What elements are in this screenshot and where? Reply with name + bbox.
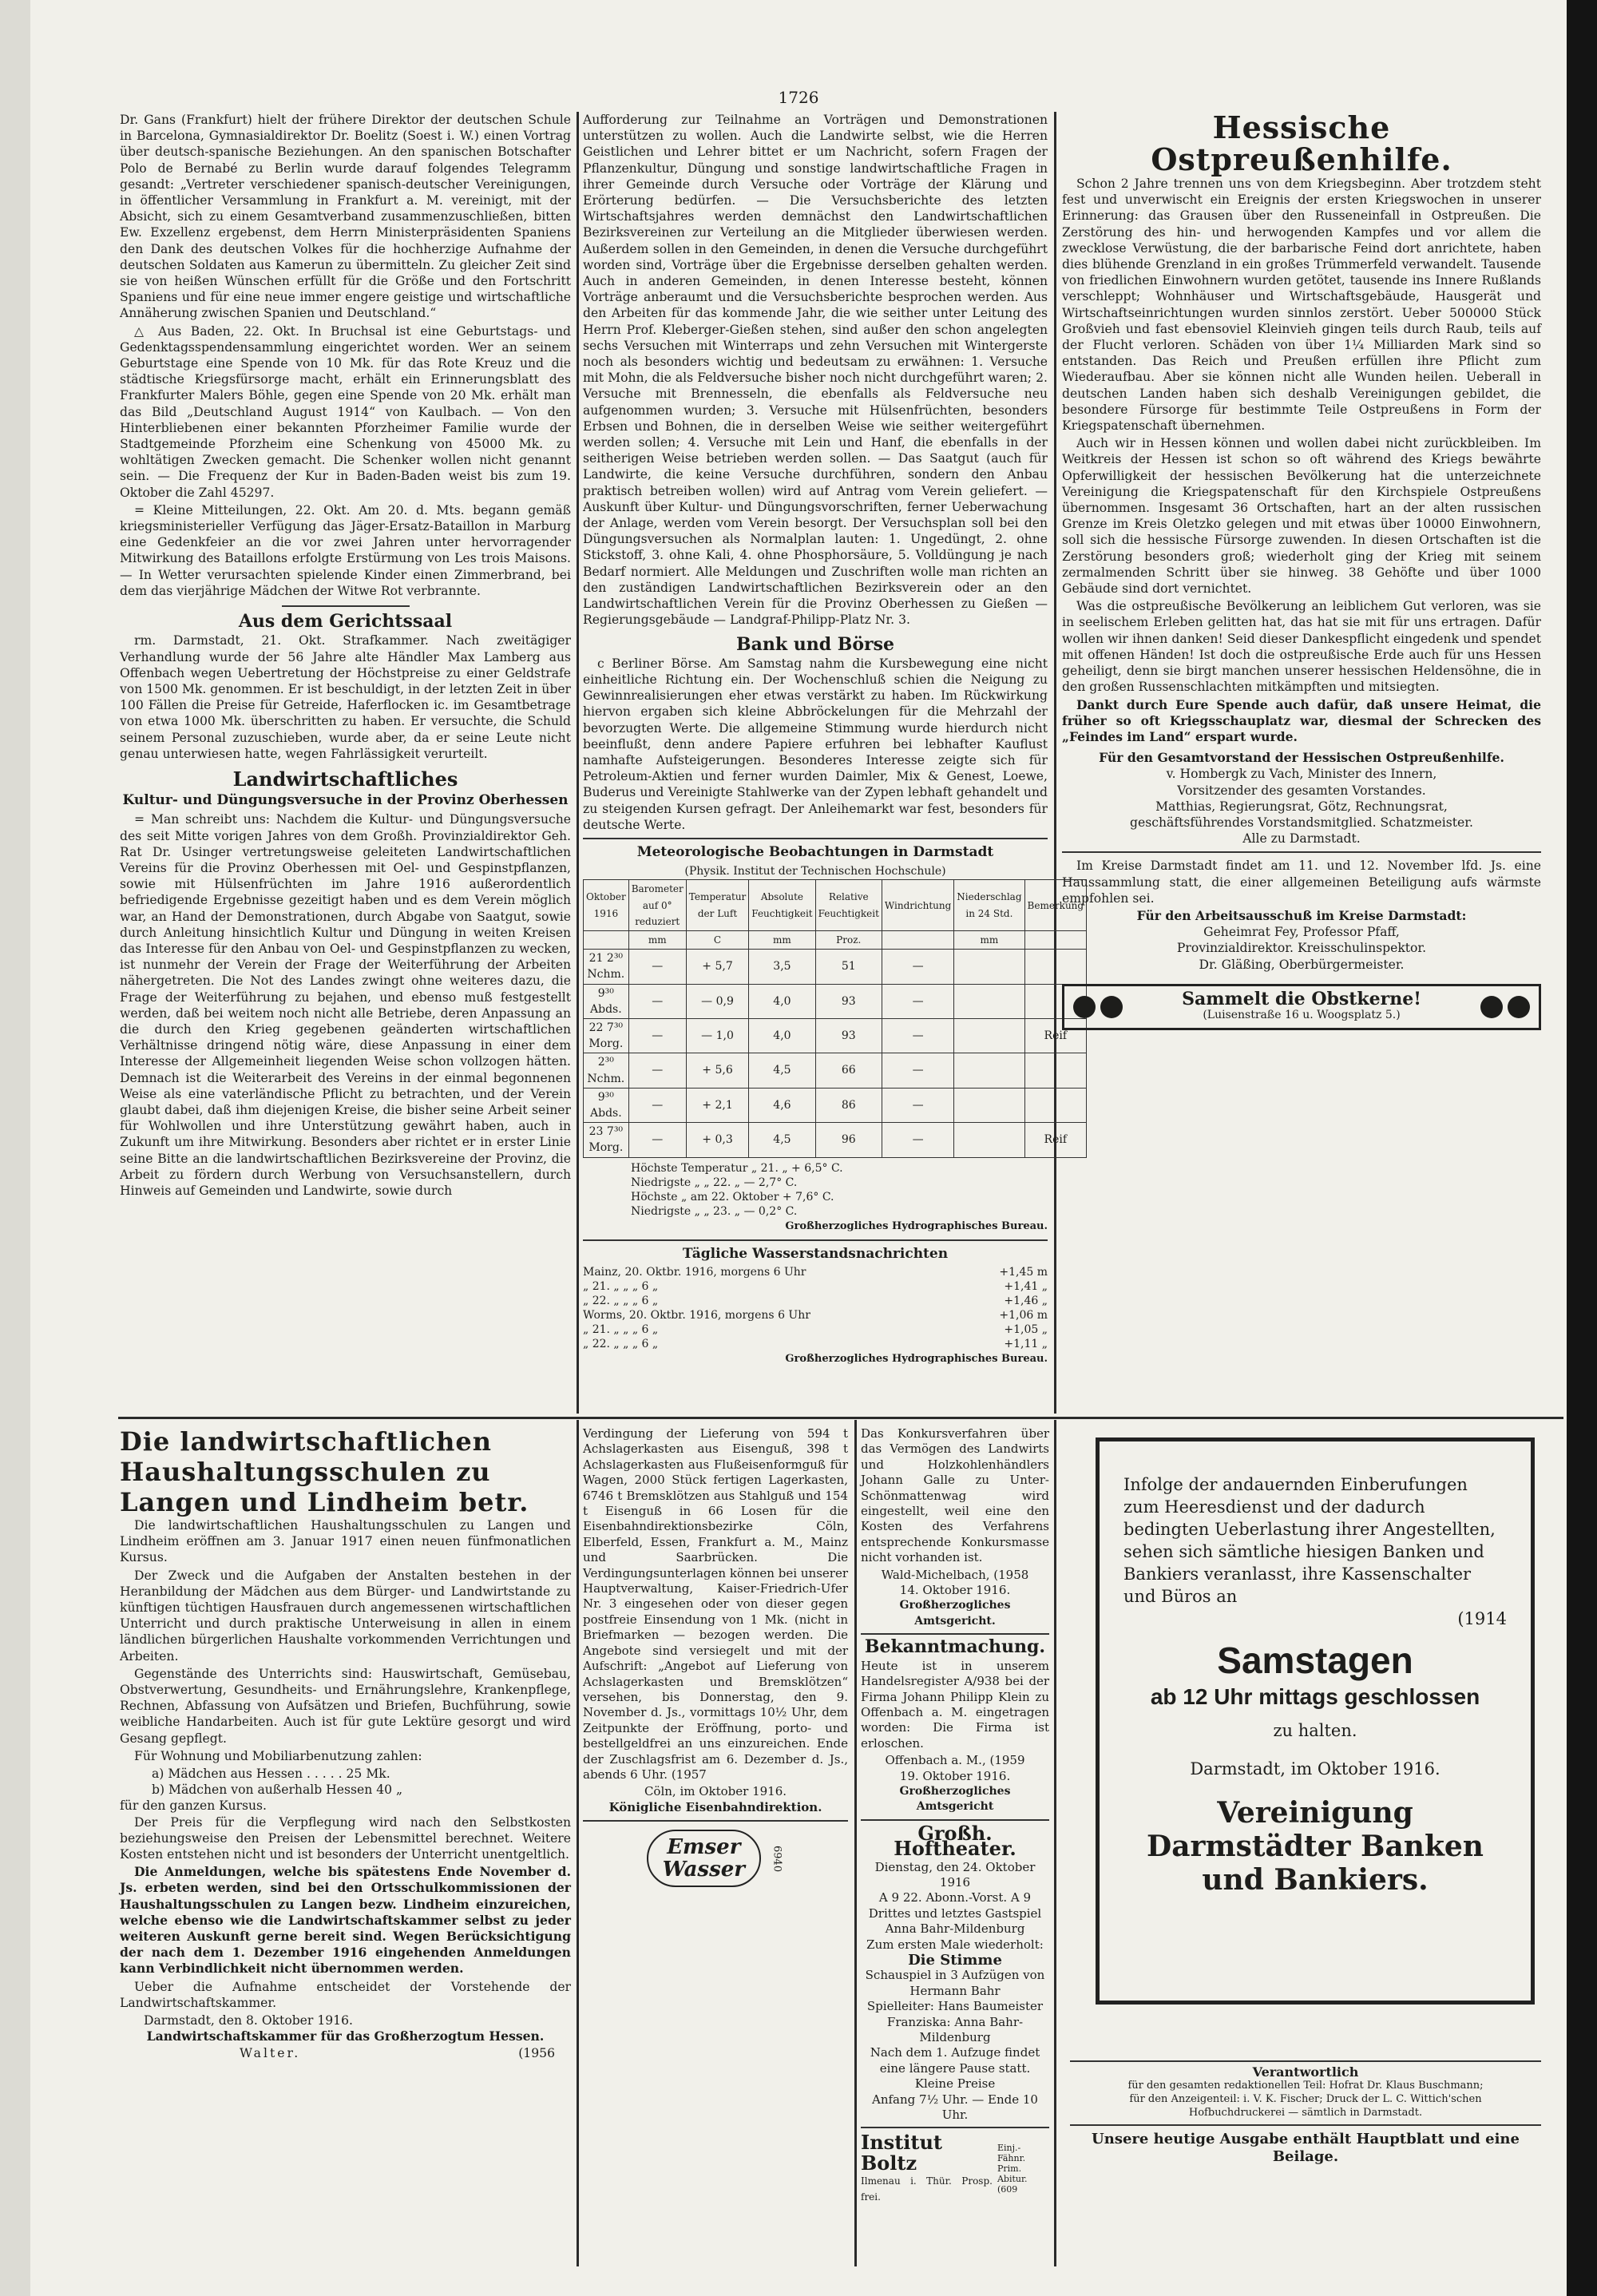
ad-banken-date: Darmstadt, im Oktober 1916. (1190, 1759, 1440, 1779)
logo-text: Emser (667, 1835, 741, 1860)
theater-line: Anfang 7½ Uhr. — Ende 10 Uhr. (872, 2092, 1038, 2123)
article-text: rm. Darmstadt, 21. Okt. Strafkammer. Nach zweitägiger Verhandlung wurde der 56 Jahre alte Händler Max Lamberg aus Offenbach wegen Uebertretung der Höchstpreise zu einer Geldstrafe von 1500 Mk. genommen. Er ist beschuldigt, in der letzten Zeit in über 100 Fällen die Preise für Getreide, Haferflocken ic. im Gesamtbetrage von etwa 1000 Mk. überschritten zu haben. Er versuchte, die Schuld seinem Personal zuzuschieben, wurde aber, da er seine Leute nicht genau unterwiesen hatte, wegen Fahrlässigkeit verurteilt. (120, 633, 571, 761)
table-row (584, 1018, 1087, 1053)
table-cell: — (628, 984, 686, 1018)
decorative-dots-icon (1478, 996, 1532, 1018)
weather-extreme-line: Niedrigste „ „ 23. „ — 0,2° C. (631, 1204, 798, 1218)
table-cell: 9³⁰ Abds. (584, 1088, 629, 1122)
notice-text: Das Konkursverfahren über das Vermögen des Landwirts und Holzkohlenhändlers Johann Galle zu Unter-Schönmattenwag wird eingestellt, weil eine den Kosten des Verfahrens entsprechende Konkursmasse nicht vorhanden ist. (861, 1426, 1049, 1565)
ad-text: Gegenstände des Unterrichts sind: Hauswirtschaft, Gemüsebau, Obstverwertung, Gesundheits- und Ernährungslehre, Krankenpflege, Rechnen, Abfassung von Aufsätzen und Briefen, Buchführung, sowie weibliche Handarbeiten. Auch ist für gute Lektüre gesorgt und wird Gesang gepflegt. (120, 1666, 571, 1746)
ad-text: Verdingung der Lieferung von 594 t Achslagerkasten aus Eisenguß, 398 t Achslagerkasten aus Flußeisenformguß für Wagen, 2000 Stück fertigen Lagerkasten, 6746 t Bremsklötzen aus Stahlguß und 154 t Eisenguß in 66 Losen für die Eisenbahndirektionsbezirke Cöln, Elberfeld, Essen, Frankfurt a. M., Mainz und Saarbrücken. Die Verdingungsunterlagen können bei unserer Hauptverwaltung, Kaiser-Friedrich-Ufer Nr. 3 eingesehen oder von dieser gegen postfreie Einsendung von 1 Mk. (nicht in Briefmarken — bezogen werden. Die Angebote sind versiegelt und mit der Aufschrift: „Angebot auf Lieferung von Achslagerkasten und Bremsklötzen“ versehen, bis Donnerstag, den 9. November d. Js., vormittags 10½ Uhr, dem Zeitpunkte der Eröffnung, porto- und bestellgeldfrei an uns einzureichen. Ende der Zuschlagsfrist am 6. Dezember d. Js., abends 6 Uhr. (1957 (583, 1426, 848, 1782)
table-row (584, 1123, 1087, 1157)
signature: Vorsitzender des gesamten Vorstandes. (1177, 783, 1426, 798)
edition-note: Unsere heutige Ausgabe enthält Hauptblatt und eine Beilage. (1092, 2131, 1520, 2165)
table-cell: + 2,1 (686, 1088, 749, 1122)
boltz-name: Institut Boltz (861, 2131, 943, 2175)
water-value: +1,45 m (999, 1266, 1048, 1279)
water-label: „ 22. „ „ „ 6 „ (583, 1295, 659, 1307)
notice-organization: Großherzogliches Amtsgericht (899, 1784, 1011, 1814)
water-list (583, 1265, 1048, 1351)
signature: geschäftsführendes Vorstandsmitglied. Schatzmeister. (1130, 815, 1473, 830)
table-cell: 93 (815, 984, 882, 1018)
table-cell: — (882, 1123, 953, 1157)
emser-wasser-logo (647, 1830, 761, 1887)
signature: v. Hombergk zu Vach, Minister des Innern, (1166, 767, 1437, 782)
article-text: Aufforderung zur Teilnahme an Vorträgen und Demonstrationen unterstützen zu wollen. Auch die Landwirte selbst, wie die Herren Geistlichen und Lehrer bittet er um Nachricht, sofern Fragen der Pflanzenkultur, Düngung und sonstige landwirtschaftliche Fragen in ihrer Gemeinde durch Versuche oder Vorträge der Klärung und Erörterung bedürfen. — Die Versuchsberichte des letzten Wirtschaftsjahres werden demnächst den Landwirtschaftlichen Bezirksvereinen zur Verteilung an die Mitglieder überwiesen werden. Außerdem sollen in den Gemeinden, in denen die Versuche durchgeführt worden sind, Vorträge über die Ergebnisse derselben gehalten werden. Auch in anderen Gemeinden, in denen Interesse besteht, können Vorträge anberaumt und die Versuchsberichte besprochen werden. Aus den Arbeiten für das kommende Jahr, die wie seither unter Leitung des Herrn Prof. Kleberger-Gießen stehen, sind außer den schon angelegten sechs Versuchen mit Winterraps und zehn Versuchen mit Wintergerste noch als besonders wichtig und bedeutsam zu erwähnen: 1. Versuche mit Mohn, die als Feldversuche bisher noch nicht durchgeführt waren; 2. Versuche mit Brennesseln, die ebenfalls als Feldversuche neu aufgenommen wurden; 3. Versuche mit Hülsenfrüchten, besonders Erbsen und Bohnen, die in derselben Weise wie seither weitergeführt werden sollen; 4. Versuche mit Lein und Hanf, die ebenfalls in der seitherigen Weise betrieben werden sollen. — Das Saatgut (auch für Landwirte, die keine Versuche durchführen, sondern den Anbau praktisch betreiben wollen) wird auf Antrag vom Verein geliefert. — Auskunft über Kultur- und Düngungsvorschriften, ferner Ueberwachung der Anlage, werden vom Verein besorgt. Der Versuchsplan soll bei den Düngungsversuchen als Normalplan lauten: 1. Ungedüngt, 2. ohne Stickstoff, 3. ohne Kali, 4. ohne Phosphorsäure, 5. Volldüngung je nach Bedarf normiert. Alle Meldungen und Zuschriften wolle man richten an den zuständigen Landwirtschaftlichen Bezirksverein oder an den Landwirtschaftlichen Verein für die Provinz Oberhessen zu Gießen — Regierungsgebäude — Landgraf-Philipp-Platz Nr. 3. (583, 113, 1048, 628)
theater-line: eine längere Pause statt. (879, 2060, 1031, 2076)
table-cell (954, 950, 1024, 984)
notice-title: Bekanntmachung. (864, 1636, 1046, 1658)
signature: Geheimrat Fey, Professor Pfaff, (1203, 925, 1400, 940)
table-cell: 96 (815, 1123, 882, 1157)
ad-signature: Walter. (240, 2045, 301, 2060)
column-rule (577, 112, 579, 1414)
table-cell: — (628, 1123, 686, 1157)
theater-line: Zum ersten Male wiederholt: (866, 1937, 1044, 1952)
obstkerne-address: (Luisenstraße 16 u. Woogsplatz 5.) (1203, 1008, 1401, 1021)
notice-date: 14. Oktober 1916. (899, 1583, 1011, 1598)
ad-banken-text-wrap (1123, 1473, 1507, 1897)
article-heading: Kultur- und Düngungsversuche in der Provinz Oberhessen (122, 792, 569, 809)
column-rule (1054, 1420, 1056, 2266)
table-row (584, 1088, 1087, 1122)
notice-place: Wald-Michelbach, (1958 (881, 1567, 1029, 1582)
divider (583, 1820, 848, 1822)
boltz-sub: Einj.- Fähnr. (997, 2143, 1026, 2164)
imprint-line: für den Anzeigenteil: i. V. K. Fischer; Druck der L. C. Wittich'schen (1129, 2093, 1482, 2105)
table-cell (954, 1123, 1024, 1157)
unit-cell: C (686, 930, 749, 949)
unit-cell: Proz. (815, 930, 882, 949)
unit-cell: mm (628, 930, 686, 949)
article-text: = Man schreibt uns: Nachdem die Kultur- und Düngungsversuche des seit Mitte vorigen Jahres von dem Großh. Provinzialdirektor Geh. Rat Dr. Usinger vertretungsweise geleiteten Landwirtschaftlichen Vereins für die Provinz Oberhessen mit Oel- und Gespinstpflanzen, sowie mit Hülsenfrüchten im Jahre 1916 außerordentlich befriedigende Ergebnisse gezeitigt haben und es dem Verein möglich war, an Hand der Demonstrationen, durch Abgabe von Saatgut, sowie durch Anleitung hinsichtlich Kultur und Düngung in weiten Kreisen das Interesse für den Anbau von Oel- und Gespinstpflanzen zu wecken, ist nunmehr der Verein der Frage der Weiterführung der Arbeiten nähergetreten. Die Not des Landes zwingt ohne weiteres dazu, die Frage der Weiterführung zu bejahen, und ebenso muß festgestellt werden, daß bei weitem noch nicht alle Betriebe, deren Anpassung an die durch den Krieg gegebenen geänderten wirtschaftlichen Verhältnisse dringend nötig wäre, diese Anpassung in einer dem Interesse der Allgemeinheit liegenden Weise schon vollzogen hätten. Demnach ist die Weiterarbeit des Vereins in der einmal begonnenen Weise als eine vaterländische Pflicht zu betrachten, und der Verein glaubt dabei, daß ihm diejenigen Kreise, die bisher seine Arbeit seiner für Wohlwollen und ihre Unterstützung gewährt haben, auch in Zukunft um ihre Mitwirkung. Besonders aber richtet er in erster Linie seine Bitte an die landwirtschaftlichen Bezirksvereine der Provinz, die Arbeit zu fördern durch Werbung von Versuchsanstellern, durch Hinweis auf Gemeinden und Landwirte, sowie durch (120, 812, 571, 1198)
column-1 (120, 112, 571, 1414)
column-header: Niederschlag in 24 Std. (954, 880, 1024, 931)
water-row (583, 1337, 1048, 1351)
unit-cell: mm (749, 930, 815, 949)
appeal-text: Im Kreise Darmstadt findet am 11. und 12. November lfd. Js. eine Haussammlung statt, die einer allgemeinen Beteiligung aufs wärmste empfohlen sei. (1062, 859, 1541, 906)
ad-haushaltungsschulen (120, 1426, 571, 2265)
theater-line: Nach dem 1. Aufzuge findet (870, 2045, 1040, 2060)
theater-line: Spielleiter: Hans Baumeister (866, 1999, 1044, 2014)
column-rule (1054, 112, 1056, 1414)
notices-column (861, 1426, 1049, 2265)
ad-side-number: 6940 (771, 1845, 783, 1872)
fee-item: a) Mädchen aus Hessen . . . . . 25 Mk. (152, 1767, 390, 1782)
table-cell: 4,0 (749, 1018, 815, 1053)
table-cell: — (628, 1018, 686, 1053)
table-cell: — (882, 950, 953, 984)
water-value: +1,46 „ (1004, 1295, 1048, 1307)
obstkerne-title: Sammelt die Obstkerne! (1182, 988, 1421, 1009)
divider (1070, 2060, 1541, 2062)
ad-banken-ref: (1914 (1457, 1609, 1507, 1628)
table-cell: 4,5 (749, 1053, 815, 1088)
table-header-row (584, 880, 1087, 931)
table-cell (954, 1088, 1024, 1122)
table-cell: — (628, 1088, 686, 1122)
theater-line: Franziska: Anna Bahr-Mildenburg (886, 2014, 1024, 2045)
table-cell: 9³⁰ Abds. (584, 984, 629, 1018)
signature: Provinzialdirektor. Kreisschulinspektor. (1176, 941, 1427, 956)
column-header: Oktober 1916 (584, 880, 629, 931)
weather-table (583, 879, 1087, 1157)
table-cell: + 5,7 (686, 950, 749, 984)
table-cell: + 0,3 (686, 1123, 749, 1157)
table-cell: + 5,6 (686, 1053, 749, 1088)
section-heading: Bank und Börse (735, 633, 895, 655)
fee-note: für den ganzen Kursus. (120, 1798, 267, 1814)
table-cell: — (882, 1088, 953, 1122)
theater-line: Dienstag, den 24. Oktober 1916 (874, 1859, 1036, 1890)
theater-line: Schauspiel in 3 Aufzügen von (865, 1968, 1045, 1983)
table-cell: 51 (815, 950, 882, 984)
theater-line: Kleine Preise (914, 2076, 996, 2092)
notice-organization: Großherzogliches Amtsgericht. (899, 1599, 1011, 1628)
divider (282, 605, 410, 607)
table-cell: — (882, 984, 953, 1018)
divider (583, 838, 1048, 839)
water-label: „ 21. „ „ „ 6 „ (583, 1323, 659, 1336)
article-text: = Kleine Mitteilungen, 22. Okt. Am 20. d. Mts. begann gemäß kriegsministerieller Verfügung das Jäger-Ersatz-Bataillon in Marburg eine Gedenkfeier an die vor zwei Jahren unter hervorragender Mitwirkung des Bataillons erfolgte Erstürmung von Les trois Maisons. — In Wetter verursachten spielende Kinder einen Zimmerbrand, bei dem das vierjährige Mädchen der Witwe Rot verbrannte. (120, 502, 571, 598)
weather-source: Großherzogliches Hydrographisches Bureau. (785, 1219, 1048, 1232)
page-number: 1726 (778, 88, 819, 107)
divider (1062, 851, 1541, 853)
ad-text: Der Zweck und die Aufgaben der Anstalten bestehen in der Heranbildung der Mädchen aus dem Bürger- und Landwirtstande zu künftigen tüchtigen Hausfrauen durch angemessenen wirtschaftlichen Unterricht und durch praktische Unterweisung in allen in einem ländlichen bürgerlichen Haushalte vorkommenden Verrichtungen und Arbeiten. (120, 1568, 571, 1664)
ad-organization: Königliche Eisenbahndirektion. (608, 1799, 822, 1814)
signature: Dr. Gläßing, Oberbürgermeister. (1199, 957, 1405, 972)
column-header: Bemerkung (1024, 880, 1087, 931)
ad-banken-box (1096, 1437, 1535, 2005)
theater-play-title: Die Stimme (908, 1952, 1002, 1969)
imprint-line: Hofbuchdruckerei — sämtlich in Darmstadt. (1188, 2107, 1423, 2119)
table-cell: 93 (815, 1018, 882, 1053)
theater-title: Großh. Hoftheater. (894, 1821, 1016, 1861)
table-cell (954, 984, 1024, 1018)
column-header: Relative Feuchtigkeit (815, 880, 882, 931)
water-label: Mainz, 20. Oktbr. 1916, morgens 6 Uhr (583, 1266, 806, 1279)
table-units-row (584, 930, 1087, 949)
obstkerne-box (1062, 984, 1541, 1030)
ad-banken-time: ab 12 Uhr mittags geschlossen (1150, 1684, 1480, 1709)
table-cell: 2³⁰ Nchm. (584, 1053, 629, 1088)
appeal-title: Hessische Ostpreußenhilfe. (1151, 109, 1452, 177)
water-value: +1,41 „ (1004, 1280, 1048, 1293)
unit-cell: mm (954, 930, 1024, 949)
ad-banken-day: Samstagen (1217, 1640, 1413, 1681)
fee-item: b) Mädchen von außerhalb Hessen 40 „ (152, 1782, 403, 1798)
weather-extreme-line: Höchste Temperatur „ 21. „ + 6,5° C. (631, 1161, 843, 1175)
appeal-text: Auch wir in Hessen können und wollen dabei nicht zurückbleiben. Im Weitkreis der Hessen ist schon so oft während des Kriegs bewährte Opferwilligkeit der hessischen Bevölkerung hat die unterzeichnete Vereinigung die Kriegspatenschaft für den Kirchspiele Ostpreußens übernommen. Insgesamt 36 Ortschaften, hart an der alten russischen Grenze im Kreis Oletzko gelegen und mit etwas über 10000 Einwohnern, soll sich die hessische Fürsorge zuwenden. In diesen Ortschaften ist die Zerstörung besonders groß; wiederholt ging der Krieg mit seinem zermalmenden Schritt über sie hinweg. 38 Gehöfte und über 1000 Gebäude sind dort vernichtet. (1062, 436, 1541, 597)
article-text: △ Aus Baden, 22. Okt. In Bruchsal ist eine Geburtstags- und Gedenktagsspendensammlung eingerichtet worden. Wer an seinem Geburtstage eine Spende von 10 Mk. für das Rote Kreuz und die städtische Kriegsfürsorge macht, erhält ein Erinnerungsblatt des Frankfurter Malers Böhle, gegen eine Spende von 20 Mk. erhält man das Bild „Deutschland August 1914“ von Kaulbach. — Von den Hinterbliebenen einer bekannten Pforzheimer Familie wurde der Stadtgemeinde Pforzheim eine Schenkung von 45000 Mk. zu wohltätigen Zwecken gemacht. Die Schenker wollen nicht genannt sein. — Die Frequenz der Kur in Baden-Baden weist bis zum 19. Oktober die Zahl 45297. (120, 323, 571, 500)
section-heading: Landwirtschaftliches (232, 767, 458, 791)
notice-text: Heute ist in unserem Handelsregister A/938 bei der Firma Johann Philipp Klein zu Offenbach a. M. eingetragen worden: Die Firma ist erloschen. (861, 1658, 1049, 1751)
table-cell (954, 1018, 1024, 1053)
boltz-sub: Prim. Abitur. (997, 2163, 1028, 2185)
table-cell: 66 (815, 1053, 882, 1088)
column-2 (583, 112, 1084, 1414)
theater-line: Anna Bahr-Mildenburg (885, 1921, 1025, 1937)
ad-banken-org: Darmstädter Banken (1147, 1830, 1484, 1863)
water-value: +1,11 „ (1004, 1338, 1048, 1350)
ad-organization: Landwirtschaftskammer für das Großherzogtum Hessen. (146, 2028, 545, 2044)
table-cell: — (882, 1053, 953, 1088)
divider (861, 2127, 1049, 2128)
imprint-line: für den gesamten redaktionellen Teil: Hofrat Dr. Klaus Buschmann; (1127, 2080, 1484, 2092)
water-label: Worms, 20. Oktbr. 1916, morgens 6 Uhr (583, 1309, 810, 1322)
boltz-ad (861, 2132, 1049, 2205)
ad-text: Für Wohnung und Mobiliarbenutzung zahlen: (134, 1748, 422, 1763)
signature: Matthias, Regierungsrat, Götz, Rechnungsrat, (1155, 799, 1448, 814)
table-cell: 4,5 (749, 1123, 815, 1157)
table-row (584, 950, 1087, 984)
signature-heading: Für den Arbeitsausschuß im Kreise Darmstadt: (1136, 907, 1467, 923)
signature: Alle zu Darmstadt. (1242, 831, 1361, 847)
weather-subtitle: (Physik. Institut der Technischen Hochschule) (684, 865, 946, 878)
emser-wasser-ad (583, 1830, 848, 1887)
table-cell: 86 (815, 1088, 882, 1122)
divider (583, 1239, 1048, 1241)
boltz-ref: (609 (997, 2184, 1018, 2195)
water-value: +1,06 m (999, 1309, 1048, 1322)
ad-text: Ueber die Aufnahme entscheidet der Vorstehende der Landwirtschaftskammer. (120, 1979, 571, 2010)
water-source: Großherzogliches Hydrographisches Bureau. (785, 1353, 1048, 1365)
divider (1070, 2124, 1541, 2126)
water-row (583, 1294, 1048, 1308)
water-row (583, 1279, 1048, 1294)
ad-verdingung (583, 1426, 848, 2265)
column-rule (854, 1420, 857, 2266)
logo-text: Wasser (662, 1858, 745, 1882)
theater-line: A 9 22. Abonn.-Vorst. A 9 (878, 1890, 1032, 1905)
water-row (583, 1322, 1048, 1337)
signature-heading: Für den Gesamtvorstand der Hessischen Ostpreußenhilfe. (1099, 750, 1504, 766)
column-header: Absolute Feuchtigkeit (749, 880, 815, 931)
ad-place: Cöln, im Oktober 1916. (644, 1784, 787, 1799)
divider (861, 1633, 1049, 1635)
boltz-place: Ilmenau i. Thür. Prosp. frei. (861, 2175, 993, 2203)
ad-text: Die landwirtschaftlichen Haushaltungsschulen zu Langen und Lindheim eröffnen am 3. Januar 1917 einen neuen fünfmonatlichen Kursus. (120, 1518, 571, 1565)
ad-signature-row (120, 2045, 571, 2061)
weather-extreme-line: Höchste „ am 22. Oktober + 7,6° C. (631, 1190, 834, 1204)
water-row (583, 1265, 1048, 1279)
table-cell: 3,5 (749, 950, 815, 984)
ad-banken-org: Vereinigung (1217, 1796, 1413, 1830)
section-heading: Aus dem Gerichtssaal (238, 611, 453, 632)
column-header: Temperatur der Luft (686, 880, 749, 931)
table-row (584, 984, 1087, 1018)
ad-text: Die Anmeldungen, welche bis spätestens Ende November d. Js. erbeten werden, sind bei den Ortsschulkommissionen der Haushaltungsschulen zu Langen bezw. Lindheim einzureichen, welche ebenso wie die Landwirtschaftskammer selbst zu jeder weiteren Auskunft gerne bereit sind. Wegen Berücksichtigung der nach dem 1. Dezember 1916 eingehenden Anmeldungen kann Verbindlichkeit nicht übernommen werden. (120, 1864, 571, 1977)
water-value: +1,05 „ (1004, 1323, 1048, 1336)
table-cell (954, 1053, 1024, 1088)
table-cell: Reif (1024, 1123, 1087, 1157)
unit-cell (584, 930, 629, 949)
weather-table-body (584, 950, 1087, 1157)
column-header: Windrichtung (882, 880, 953, 931)
table-cell: 23 7³⁰ Morg. (584, 1123, 629, 1157)
notice-date: 19. Oktober 1916. (899, 1768, 1011, 1783)
section-rule (118, 1417, 1563, 1419)
table-cell: 22 7³⁰ Morg. (584, 1018, 629, 1053)
ad-text: Der Preis für die Verpflegung wird nach den Selbstkosten beziehungsweise den Preisen der Lebensmittel berechnet. Weitere Kosten entstehen nicht und ist besonders der Unterricht unentgeltlich. (120, 1814, 571, 1862)
water-row (583, 1308, 1048, 1322)
ad-reference: (1956 (518, 2045, 555, 2060)
water-label: „ 22. „ „ „ 6 „ (583, 1338, 659, 1350)
theater-line: Drittes und letztes Gastspiel (868, 1905, 1042, 1921)
ad-date: Darmstadt, den 8. Oktober 1916. (144, 2013, 353, 2028)
article-text: Dr. Gans (Frankfurt) hielt der frühere Direktor der deutschen Schule in Barcelona, Gymnasialdirektor Dr. Boelitz (Soest i. W.) einen Vortrag über deutsch-spanische Beziehungen. An den spanischen Botschafter Polo de Bernabé zu Berlin wurde darauf folgendes Telegramm gesandt: „Vertreter verschiedener spanisch-deutscher Vereinigungen, in öffentlicher Versammlung in Frankfurt a. M. vereinigt, mit der Absicht, sich zu einem Gesamtverband zusammenzuschließen, bitten Ew. Exzellenz ergebenst, dem Herrn Ministerpräsidenten Spaniens den Dank des deutschen Volkes für die hochherzige Aufnahme der deutschen Soldaten aus Kamerun zu übermitteln. Zu gleicher Zeit sind sie von heißen Wünschen erfüllt für die Größe und den Fortschritt Spaniens und für eine neue immer engere geistige und wirtschaftliche Annäherung zwischen Spanien und Deutschland.“ (120, 113, 571, 321)
imprint-title: Verantwortlich (1252, 2064, 1359, 2080)
table-row (584, 1053, 1087, 1088)
decorative-dots-icon (1071, 996, 1125, 1018)
divider (861, 1819, 1049, 1821)
water-label: „ 21. „ „ „ 6 „ (583, 1280, 659, 1293)
table-cell: 4,0 (749, 984, 815, 1018)
weather-extreme-line: Niedrigste „ „ 22. „ — 2,7° C. (631, 1176, 798, 1189)
notice-place: Offenbach a. M., (1959 (885, 1753, 1025, 1768)
column-rule (577, 1420, 579, 2266)
ad-banken-org: und Bankiers. (1202, 1863, 1429, 1897)
theater-line: Hermann Bahr (909, 1983, 1001, 1998)
water-title: Tägliche Wasserstandsnachrichten (682, 1245, 949, 1262)
weather-extremes (631, 1161, 1048, 1219)
column-3 (1062, 109, 1541, 1414)
table-cell: 21 2³⁰ Nchm. (584, 950, 629, 984)
table-cell: — (628, 1053, 686, 1088)
table-cell: — (882, 1018, 953, 1053)
table-cell: — (628, 950, 686, 984)
appeal-text: Was die ostpreußische Bevölkerung an leiblichem Gut verloren, was sie in seelischem Erleben gelitten hat, das hat sie mit für uns ertragen. Dafür wollen wir ihnen danken! Seid dieser Dankespflicht eingedenk und spendet mit offenen Händen! Ist doch die ostpreußische Erde auch für uns Hessen geheiligt, denn sie birgt manchen unserer hessischen Heldensöhne, die in den großen Russenschlachten mitkämpften und mitsiegten. (1062, 599, 1541, 695)
weather-title: Meteorologische Beobachtungen in Darmstadt (636, 843, 994, 860)
table-cell: — 1,0 (686, 1018, 749, 1053)
scan-margin-right (1567, 0, 1597, 2296)
appeal-text: Schon 2 Jahre trennen uns von dem Kriegsbeginn. Aber trotzdem steht fest und unverwischt ein Ereignis der ersten Kriegswochen in unserer Erinnerung: das Grausen über den Russeneinfall in Ostpreußen. Die Zerstörung des hin- und herwogenden Kampfes und vor allem die zwecklose Verwüstung, die der barbarische Feind dort anrichtete, haben dies blühende Grenzland in ein großes Trümmerfeld verwandelt. Tausende von friedlichen Einwohnern wurden getötet, tausende ins Innere Rußlands verschleppt; Wohnhäuser und Wirtschaftsgebäude, Hausgerät und Wirtschaftseinrichtungen wurden sinnlos zerstört. Ueber 500000 Stück Großvieh und fast ebensoviel Kleinvieh gingen teils durch Raub, teils auf der Flucht verloren. Schäden von über 1¼ Milliarden Mark sind so entstanden. Das Reich und Preußen erfüllen ihre Pflicht zum Wiederaufbau. Aber sie können nicht alle Wunden heilen. Ueberall in deutschen Landen haben sich deshalb Vereinigungen gebildet, die besondere Fürsorge für bestimmte Teile Ostpreußens in Form der Kriegspatenschaft übernehmen. (1062, 176, 1541, 434)
unit-cell (882, 930, 953, 949)
article-text: c Berliner Börse. Am Samstag nahm die Kursbewegung eine nicht einheitliche Richtung ein. Der Wochenschluß schien die Neigung zu Gewinnrealisierungen eher etwas verstärkt zu haben. Im Rückwirkung hiervon ergaben sich kleine Abbröckelungen für die Mehrzahl der bevorzugten Werte. Die allgemeine Stimmung wurde hierdurch nicht beeinflußt, denn andere Papiere erfuhren bei lebhafter Kauflust namhafte Aufsteigerungen. Besonderes Interesse zeigte sich für Petroleum-Aktien und ferner wurden Daimler, Mix & Genest, Loewe, Buderus und Vereinigte Stahlwerke van der Zypen lebhaft gehandelt und zu steigenden Kursen gefragt. Der Anleihemarkt war fest, besonders für deutsche Werte. (583, 656, 1048, 832)
table-cell: 4,6 (749, 1088, 815, 1122)
scan-margin-left (0, 0, 30, 2296)
ad-title: Die landwirtschaftlichen Haushaltungsschulen zu Langen und Lindheim betr. (120, 1426, 529, 1517)
appeal-text: Dankt durch Eure Spende auch dafür, daß unsere Heimat, die früher so oft Kriegsschauplatz war, diesmal der Schrecken des „Feindes im Land“ erspart wurde. (1062, 696, 1541, 744)
ad-banken-small: zu halten. (1273, 1721, 1357, 1740)
table-cell: — 0,9 (686, 984, 749, 1018)
column-header: Barometer auf 0° reduziert (628, 880, 686, 931)
table-cell: Reif (1024, 1018, 1087, 1053)
ad-banken-text: Infolge der andauernden Einberufungen zum Heeresdienst und der dadurch bedingten Ueberlastung ihrer Angestellten, sehen sich sämtliche hiesigen Banken und Bankiers veranlasst, ihre Kassenschalter und Büros an (1123, 1475, 1496, 1606)
imprint (1070, 2060, 1541, 2166)
